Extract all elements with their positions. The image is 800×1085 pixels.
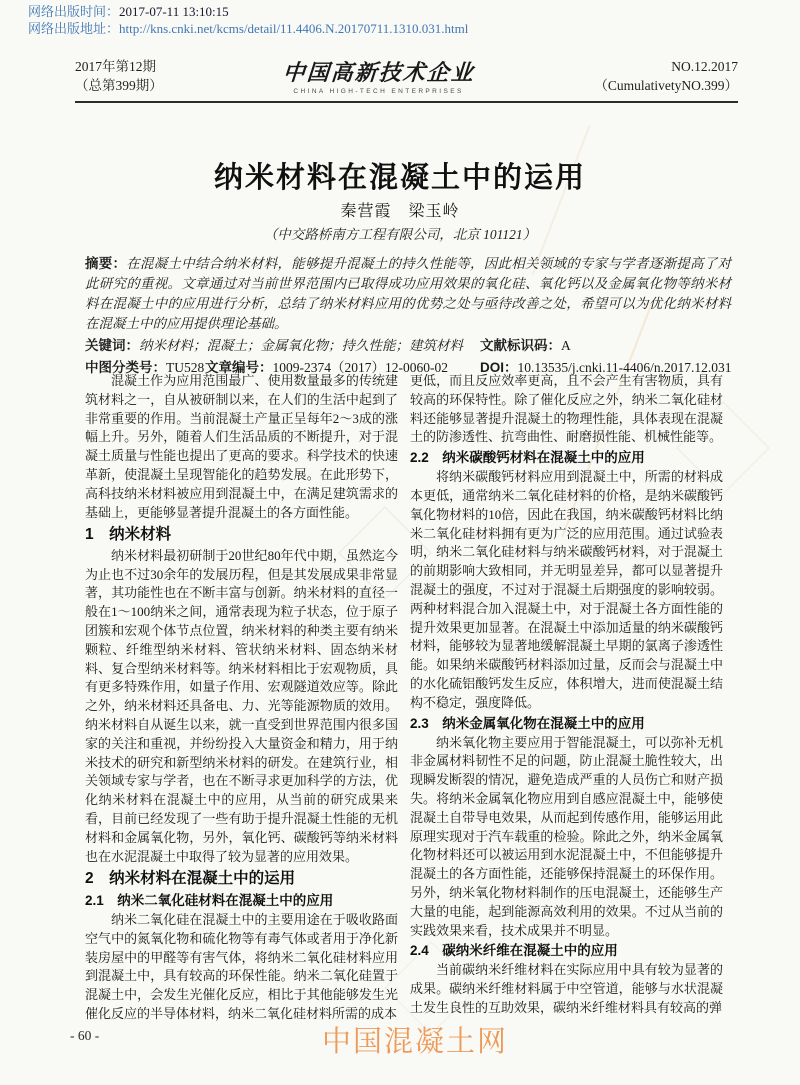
article-affiliation: （中交路桥南方工程有限公司，北京 101121）	[263, 227, 537, 242]
subsection-heading-2-3: 2.3 纳米金属氧化物在混凝土中的应用	[410, 715, 645, 731]
keywords-row	[85, 336, 731, 356]
article-id-label: 文章编号：	[205, 360, 273, 375]
left-column	[85, 372, 398, 1024]
section-heading-1: 1 纳米材料	[85, 526, 172, 544]
page-number: - 60 -	[70, 1028, 100, 1043]
keywords-label: 关键词：	[85, 338, 139, 353]
publish-time-value: 2017-07-11 13:10:15	[119, 4, 229, 19]
subsection-heading-2-2: 2.2 纳米碳酸钙材料在混凝土中的应用	[410, 450, 645, 466]
journal-name-en: CHINA HIGH-TECH ENTERPRISES	[293, 88, 464, 95]
publish-url-label: 网络出版地址：	[28, 20, 120, 36]
doi-label: DOI：	[480, 360, 518, 375]
article-title: 纳米材料在混凝土中的运用	[213, 162, 586, 195]
abstract-text: 在混凝土中结合纳米材料，能够提升混凝土的持久性能等，因此相关领域的专家与学者逐渐提高了对此研究的重视。文章通过对当前世界范围内已取得成功应用效果的氧化硅、氧化钙以及金属氧化物等纳米材料在混凝土中的应用进行分析，总结了纳米材料应用的优势之处与亟待改善之处，希望可以为优化纳米材料在混凝土中的应用提供理论基础。	[85, 256, 731, 331]
issue-info-cn	[75, 57, 163, 95]
journal-name-cn: 中国高新技术企业	[281, 60, 476, 85]
doc-code-value: A	[561, 338, 571, 353]
masthead-divider	[75, 101, 738, 103]
abstract-paragraph	[85, 254, 731, 334]
publish-url-value: http://kns.cnki.net/kcms/detail/11.4406.N.20170711.1310.031.html	[119, 20, 469, 36]
body-paragraph: 混凝土作为应用范围最广、使用数量最多的传统建筑材料之一，自从被研制以来，在人们的生活中起到了非常重要的作用。当前混凝土产量正呈每年2～3成的涨幅上升。另外，随着人们生活品质的不断提升，对于混凝土质量与性能也提出了更高的要求。科学技术的快速革新，使混凝土呈现智能化的趋势发展。在此形势下，高科技纳米材料被应用到混凝土中，在满足建筑需求的基础上，更能够显著提升混凝土的各方面性能。	[85, 373, 398, 520]
clc-label: 中图分类号：	[85, 360, 166, 375]
body-paragraph: 纳米材料最初研制于20世纪80年代中期，虽然迄今为止也不过30余年的发展历程，但是其发展成果非常显著，其功能性也在不断丰富与创新。纳米材料的直径一般在1～100纳米之间，通常表现为粒子状态，位于原子团簇和宏观个体节点位置，纳米材料的种类主要有纳米颗粒、纤维型纳米材料、管状纳米材料、固态纳米材料、复合型纳米材料等。纳米材料相比于宏观物质，具有更多特殊作用，如量子作用、宏观隧道效应等。除此之外，纳米材料还具备电、力、光等能源物质的效用。纳米材料自从诞生以来，就一直受到世界范围内很多国家的关注和重视，并纷纷投入大量资金和精力，用于纳米技术的研究和新型纳米材料的研发。在建筑行业，相关领域专家与学者，也在不断寻求更加科学的方法，优化纳米材料在混凝土中的应用，从当前的研究成果来看，目前已经发现了一些有助于提升混凝土性能的无机材料和金属氧化物，另外，氧化钙、碳酸钙等纳米材料也在水泥混凝土中取得了较为显著的应用效果。	[85, 547, 398, 864]
cnki-publish-info	[28, 4, 468, 37]
keywords-text: 纳米材料；混凝土；金属氧化物；持久性能；建筑材料	[139, 338, 463, 353]
publish-url-line	[28, 21, 468, 38]
body-paragraph: 纳米氧化物主要应用于智能混凝土，可以弥补无机非金属材料韧性不足的问题，防止混凝土脆性较大，出现瞬发断裂的情况，避免造成严重的人员伤亡和财产损失。将纳米金属氧化物应用到自感应混凝土中，能够使混凝土自带导电效果，从而起到传感作用，能够运用此原理实现对于汽车载重的检验。除此之外，纳米金属氧化物材料还可以被运用到水泥混凝土中，不但能够提升混凝土的各方面性能，还能够保持混凝土的环保作用。另外，纳米氧化物材料制作的压电混凝土，还能够生产大量的电能，起到能源高效利用的效果。不过从当前的实践效果来看，技术成果并不明显。	[410, 734, 723, 938]
article-authors: 秦营霞 梁玉岭	[340, 203, 460, 220]
publish-time-label: 网络出版时间：	[28, 4, 120, 19]
issue-cn-line1: 2017年第12期	[75, 58, 156, 74]
doc-code-pair	[480, 336, 571, 356]
clc-value: TU528	[166, 360, 205, 375]
journal-logo	[283, 56, 475, 95]
body-paragraph: 当前碳纳米纤维材料在实际应用中具有较为显著的成果。碳纳米纤维材料属于中空管道，能够与水状混凝土发生良性的互助效果，碳纳米纤维材料具有较高的弹	[410, 962, 723, 1015]
section-heading-2: 2 纳米材料在混凝土中的运用	[85, 870, 296, 888]
publish-time-line	[28, 4, 468, 21]
keywords-pair	[85, 336, 463, 356]
subsection-heading-2-1: 2.1 纳米二氧化硅材料在混凝土中的应用	[85, 892, 334, 908]
body-paragraph: 将纳米碳酸钙材料应用到混凝土中，所需的材料成本更低，通常纳米二氧化硅材料的价格，是纳米碳酸钙氧化物材料的10倍，因此在我国，纳米碳酸钙材料比纳米二氧化硅材料拥有更为广泛的应用范围。通过试验表明，纳米二氧化硅材料与纳米碳酸钙材料，对于混凝土的前期影响大致相同，并无明显差异，都可以显著提升混凝土的强度，不过对于混凝土后期强度的影响较弱。两种材料混合加入混凝土中，对于混凝土各方面性能的提升效果更加显著。在混凝土中添加适量的纳米碳酸钙材料，能够较为显著地缓解混凝土早期的氯离子渗透性能。如果纳米碳酸钙材料添加过量，反而会与混凝土中的水化硫铝酸钙发生反应，体积增大，进而使混凝土结构不稳定，强度降低。	[410, 469, 723, 710]
right-column	[410, 372, 723, 1018]
body-paragraph-continued: 更低，而且反应效率更高，且不会产生有害物质，具有较高的环保特性。除了催化反应之外，纳米二氧化硅材料还能够显著提升混凝土的物理性能，具体表现在混凝土的防渗透性、抗弯曲性、耐磨损性能、机械性能等。	[410, 373, 723, 445]
doi-value: 10.13535/j.cnki.11-4406/n.2017.12.031	[517, 360, 732, 375]
body-paragraph: 纳米二氧化硅在混凝土中的主要用途在于吸收路面空气中的氮氧化物和硫化物等有毒气体或者用于净化新装房屋中的甲醛等有害气体，将纳米二氧化硅材料应用到混凝土中，具有较高的环保性能。纳米二氧化硅置于混凝土中，会发生光催化反应，相比于其他能够发生光催化反应的半导体材料，纳米二氧化硅材料所需的成本	[85, 911, 398, 1021]
doc-code-label: 文献标识码：	[480, 338, 561, 353]
site-watermark: 中国混凝土网	[322, 1026, 509, 1058]
journal-masthead	[75, 56, 738, 95]
subsection-heading-2-4: 2.4 碳纳米纤维在混凝土中的应用	[410, 943, 618, 959]
abstract-label: 摘要：	[85, 256, 127, 271]
issue-en-line2: （CumulativetyNO.399）	[594, 77, 738, 93]
issue-cn-line2: （总第399期）	[75, 77, 163, 93]
article-meta	[85, 254, 731, 378]
article-id-value: 1009-2374（2017）12-0060-02	[272, 360, 448, 375]
issue-info-en	[594, 57, 738, 95]
issue-en-line1: NO.12.2017	[671, 58, 738, 74]
